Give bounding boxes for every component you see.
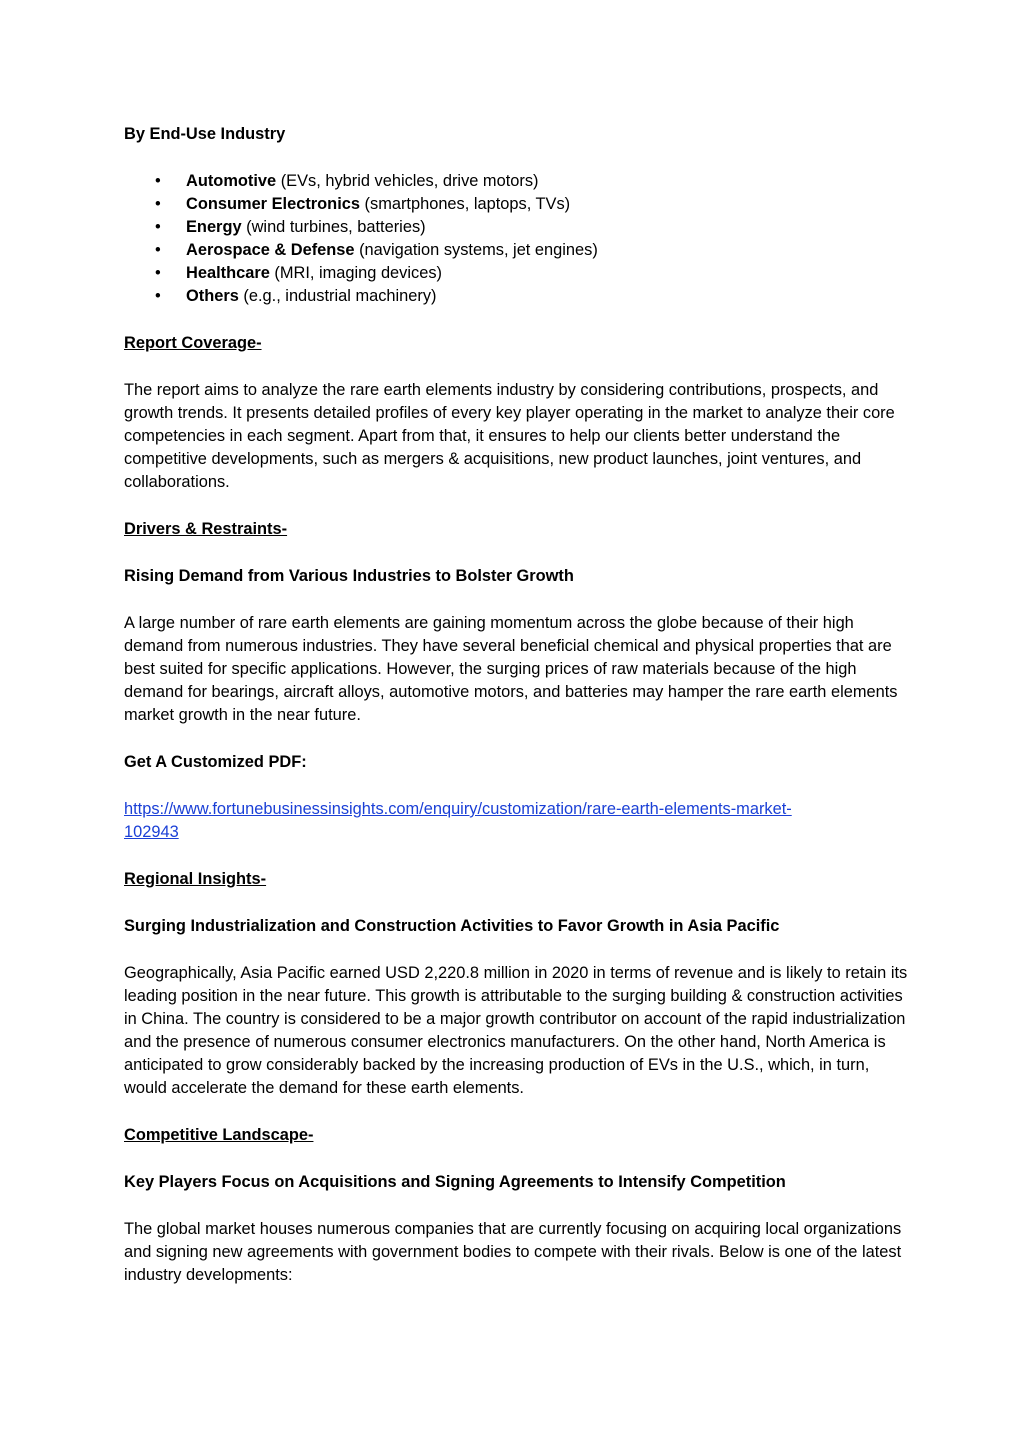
custom-pdf-link-block bbox=[124, 798, 914, 844]
bullet-icon: • bbox=[155, 287, 161, 305]
list-item-text: (e.g., industrial machinery) bbox=[238, 287, 437, 305]
drivers-heading: Drivers & Restraints- bbox=[124, 520, 288, 538]
list-item bbox=[155, 262, 914, 285]
bullet-icon: • bbox=[155, 195, 161, 213]
report-coverage-heading: Report Coverage- bbox=[124, 334, 262, 352]
list-item-bold: Consumer Electronics bbox=[186, 195, 360, 213]
bullet-icon: • bbox=[155, 241, 161, 259]
regional-heading: Regional Insights- bbox=[124, 870, 267, 888]
list-item-bold: Healthcare bbox=[186, 264, 270, 282]
report-coverage-body: The report aims to analyze the rare earth elements industry by considering contributions, prospects, and growth trends. It presents detailed profiles of every key player operating in the market to analyze their core competencies in each segment. Apart from that, it ensures to help our clients better understand the competitive developments, such as mergers & acquisitions, new product launches, joint ventures, and collaborations. bbox=[124, 381, 895, 491]
drivers-body: A large number of rare earth elements are gaining momentum across the globe because of their high demand from numerous industries. They have several beneficial chemical and physical properties that are best suited for specific applications. However, the surging prices of raw materials because of the high demand for bearings, aircraft alloys, automotive motors, and batteries may hamper the rare earth elements market growth in the near future. bbox=[124, 614, 898, 724]
list-item-bold: Automotive bbox=[186, 172, 277, 190]
list-item bbox=[155, 216, 914, 239]
custom-pdf-link[interactable] bbox=[124, 800, 792, 841]
regional-subheading: Surging Industrialization and Construction Activities to Favor Growth in Asia Pacific bbox=[124, 917, 780, 935]
bullet-icon: • bbox=[155, 218, 161, 236]
competitive-body: The global market houses numerous companies that are currently focusing on acquiring local organizations and signing new agreements with government bodies to compete with their rivals. Below is one of the latest industry developments: bbox=[124, 1220, 902, 1284]
list-item-bold: Energy bbox=[186, 218, 242, 236]
list-item-text: (smartphones, laptops, TVs) bbox=[359, 195, 571, 213]
document-page bbox=[124, 123, 914, 1287]
list-item bbox=[155, 285, 914, 308]
list-item bbox=[155, 170, 914, 193]
competitive-subheading: Key Players Focus on Acquisitions and Signing Agreements to Intensify Competition bbox=[124, 1173, 786, 1191]
list-item-text: (navigation systems, jet engines) bbox=[354, 241, 598, 259]
list-item-text: (wind turbines, batteries) bbox=[241, 218, 426, 236]
bullet-icon: • bbox=[155, 264, 161, 282]
list-item-bold: Others bbox=[186, 287, 239, 305]
custom-pdf-link-line2: 102943 bbox=[124, 823, 179, 841]
list-item bbox=[155, 193, 914, 216]
competitive-heading: Competitive Landscape- bbox=[124, 1126, 314, 1144]
list-item-text: (EVs, hybrid vehicles, drive motors) bbox=[276, 172, 539, 190]
regional-body: Geographically, Asia Pacific earned USD 2,220.8 million in 2020 in terms of revenue and is likely to retain its leading position in the near future. This growth is attributable to the surging building & construction activities in China. The country is considered to be a major growth contributor on account of the rapid industrialization and the presence of numerous consumer electronics manufacturers. On the other hand, North America is anticipated to grow considerably backed by the increasing production of EVs in the U.S., which, in turn, would accelerate the demand for these earth elements. bbox=[124, 964, 908, 1097]
list-item bbox=[155, 239, 914, 262]
list-item-text: (MRI, imaging devices) bbox=[269, 264, 442, 282]
custom-pdf-heading: Get A Customized PDF: bbox=[124, 753, 307, 771]
drivers-subheading: Rising Demand from Various Industries to Bolster Growth bbox=[124, 567, 574, 585]
bullet-icon: • bbox=[155, 172, 161, 190]
end-use-heading: By End-Use Industry bbox=[124, 125, 286, 143]
custom-pdf-link-line1: https://www.fortunebusinessinsights.com/enquiry/customization/rare-earth-elements-market- bbox=[124, 800, 792, 818]
list-item-bold: Aerospace & Defense bbox=[186, 241, 355, 259]
end-use-list bbox=[124, 170, 914, 308]
